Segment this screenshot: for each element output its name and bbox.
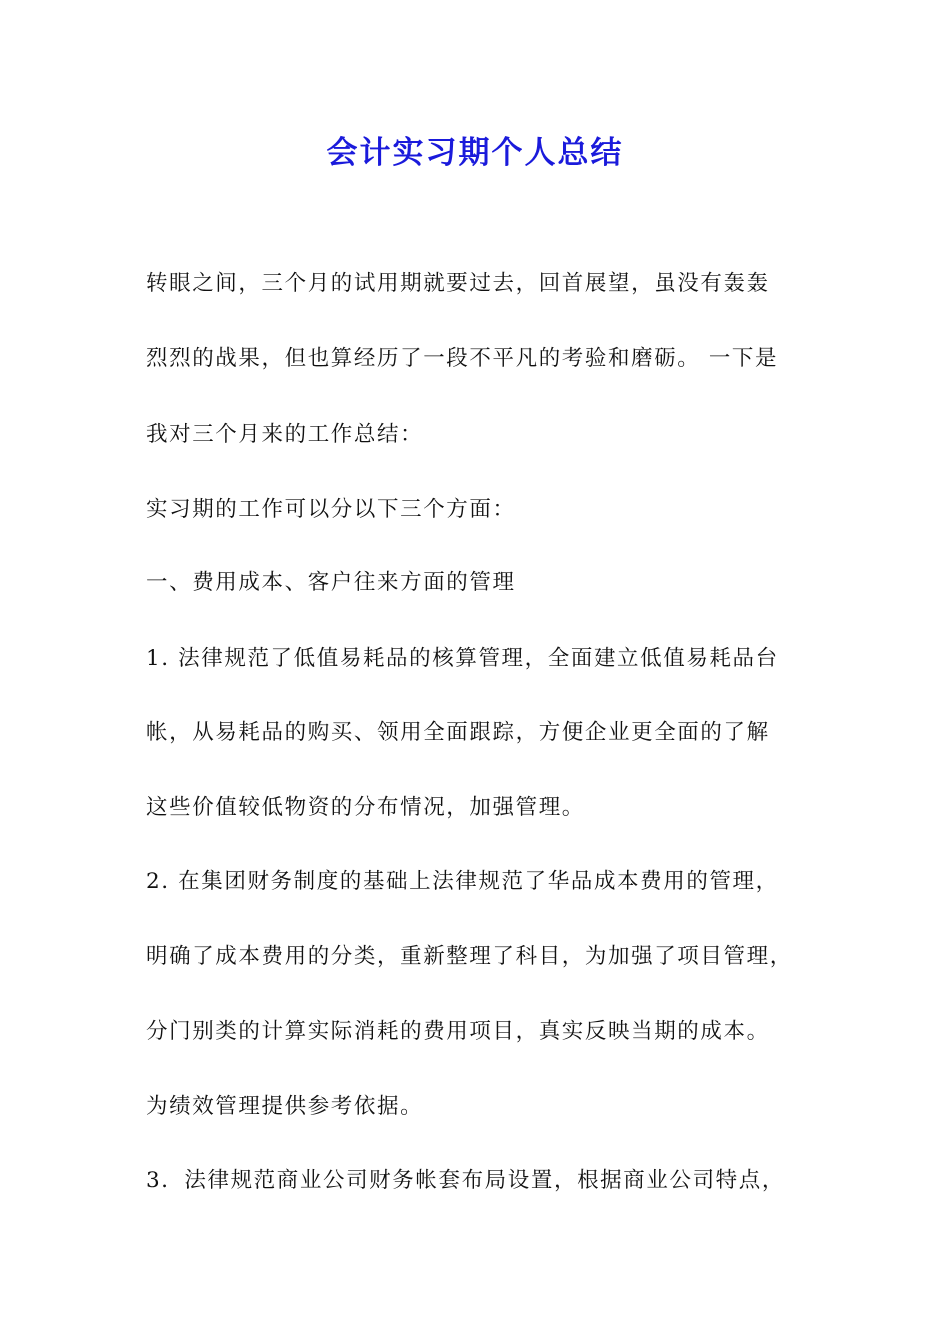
paragraph-line: 为绩效管理提供参考依据。 [146,1094,424,1119]
paragraph-line: 转眼之间，三个月的试用期就要过去，回首展望，虽没有轰轰 [146,271,770,296]
paragraph-line: 2. 在集团财务制度的基础上法律规范了华品成本费用的管理， [146,869,779,894]
paragraph-line: 帐，从易耗品的购买、领用全面跟踪，方便企业更全面的了解 [146,720,770,745]
paragraph-line: 3．法律规范商业公司财务帐套布局设置，根据商业公司特点， [146,1168,785,1193]
paragraph-line: 实习期的工作可以分以下三个方面： [146,497,516,522]
paragraph-line: 明确了成本费用的分类，重新整理了科目，为加强了项目管理， [146,944,793,969]
section-heading: 一、费用成本、客户往来方面的管理 [146,570,516,595]
paragraph-line: 烈烈的战果，但也算经历了一段不平凡的考验和磨砺。 一下是 [146,346,779,371]
document-title: 会计实习期个人总结 [326,135,624,171]
paragraph-line: 分门别类的计算实际消耗的费用项目，真实反映当期的成本。 [146,1019,770,1044]
paragraph-line: 这些价值较低物资的分布情况，加强管理。 [146,795,585,820]
paragraph-line: 我对三个月来的工作总结： [146,422,424,447]
paragraph-line: 1. 法律规范了低值易耗品的核算管理，全面建立低值易耗品台 [146,646,779,671]
